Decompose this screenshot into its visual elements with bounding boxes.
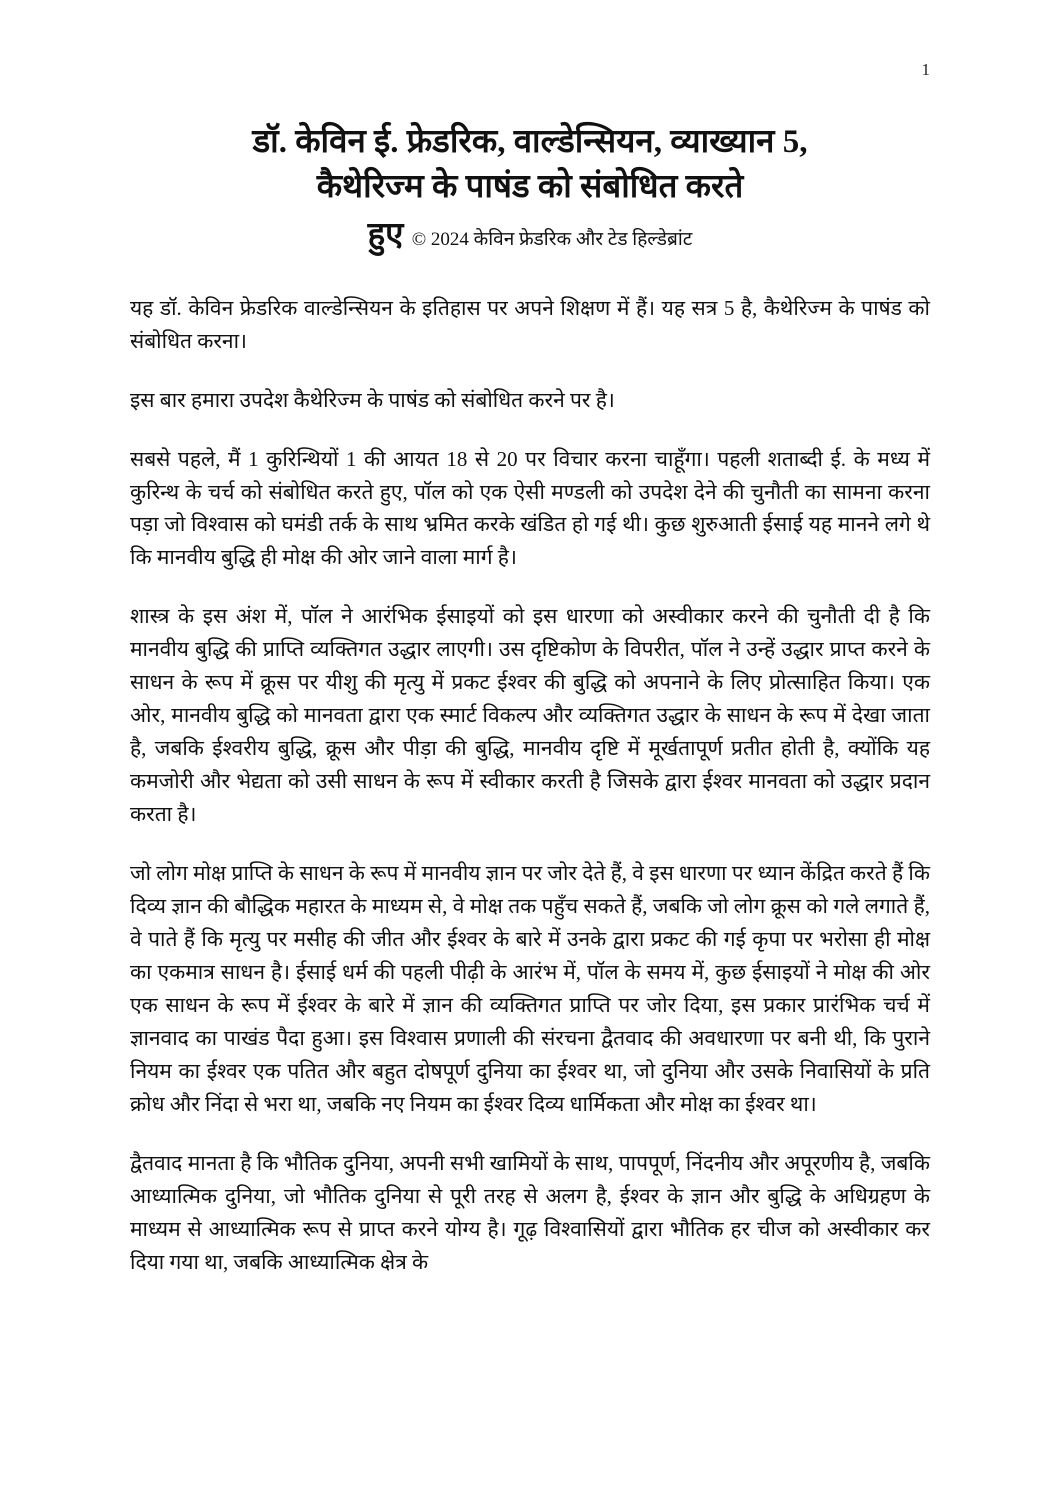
paragraph-1: यह डॉ. केविन फ्रेडरिक वाल्डेन्सियन के इतिहास पर अपने शिक्षण में हैं। यह सत्र 5 है, कैथेरिज्म के पाषंड को संबोधित करना। — [130, 295, 930, 353]
paragraph-4: शास्त्र के इस अंश में, पॉल ने आरंभिक ईसाइयों को इस धारणा को अस्वीकार करने की चुनौती दी है कि मानवीय बुद्धि की प्राप्ति व्यक्तिगत उद्धार लाएगी। उस दृष्टिकोण के विपरीत, पॉल ने उन्हें उद्धार प्राप्त करने के साधन के रूप में क्रूस पर यीशु की मृत्यु में प्रकट ईश्वर की बुद्धि को अपनाने के लिए प्रोत्साहित किया। एक ओर, मानवीय बुद्धि को मानवता द्वारा एक स्मार्ट विकल्प और व्यक्तिगत उद्धार के साधन के रूप में देखा जाता है, जबकि ईश्वरीय बुद्धि, क्रूस और पीड़ा की बुद्धि, मानवीय दृष्टि में मूर्खतापूर्ण प्रतीत होती है, क्योंकि यह कमजोरी और भेद्यता को उसी साधन के रूप में स्वीकार करती है जिसके द्वारा ईश्वर मानवता को उद्धार प्रदान करता है। — [130, 604, 930, 827]
page-number: 1 — [921, 60, 930, 79]
title-line-2: कैथेरिज्म के पाषंड को संबोधित करते — [316, 168, 744, 205]
document-title — [130, 120, 930, 258]
paragraph-2: इस बार हमारा उपदेश कैथेरिज्म के पाषंड को संबोधित करने पर है। — [130, 387, 615, 412]
paragraph-6: द्वैतवाद मानता है कि भौतिक दुनिया, अपनी सभी खामियों के साथ, पापपूर्ण, निंदनीय और अपूरणीय है, जबकि आध्यात्मिक दुनिया, जो भौतिक दुनिया से पूरी तरह से अलग है, ईश्वर के ज्ञान और बुद्धि के अधिग्रहण के माध्यम से आध्यात्मिक रूप से प्राप्त करने योग्य है। गूढ़ विश्वासियों द्वारा भौतिक हर चीज को अस्वीकार कर दिया गया था, जबकि आध्यात्मिक क्षेत्र के — [130, 1150, 930, 1274]
paragraph-5: जो लोग मोक्ष प्राप्ति के साधन के रूप में मानवीय ज्ञान पर जोर देते हैं, वे इस धारणा पर ध्यान केंद्रित करते हैं कि दिव्य ज्ञान की बौद्धिक महारत के माध्यम से, वे मोक्ष तक पहुँच सकते हैं, जबकि जो लोग क्रूस को गले लगाते हैं, वे पाते हैं कि मृत्यु पर मसीह की जीत और ईश्वर के बारे में उनके द्वारा प्रकट की गई कृपा पर भरोसा ही मोक्ष का एकमात्र साधन है। ईसाई धर्म की पहली पीढ़ी के आरंभ में, पॉल के समय में, कुछ ईसाइयों ने मोक्ष की ओर एक साधन के रूप में ईश्वर के बारे में ज्ञान की व्यक्तिगत प्राप्ति पर जोर दिया, इस प्रकार प्रारंभिक चर्च में ज्ञानवाद का पाखंड पैदा हुआ। इस विश्वास प्रणाली की संरचना द्वैतवाद की अवधारणा पर बनी थी, कि पुराने नियम का ईश्वर एक पतित और बहुत दोषपूर्ण दुनिया का ईश्वर था, जो दुनिया और उसके निवासियों के प्रति क्रोध और निंदा से भरा था, जबकि नए नियम का ईश्वर दिव्य धार्मिकता और मोक्ष का ईश्वर था। — [130, 861, 930, 1116]
copyright-notice: © 2024 केविन फ्रेडरिक और टेड हिल्डेब्रांट — [411, 229, 693, 251]
title-line-3-word: हुए — [367, 217, 404, 254]
page-content — [130, 120, 930, 1305]
title-line-1: डॉ. केविन ई. फ्रेडरिक, वाल्डेन्सियन, व्याख्यान 5, — [252, 124, 808, 160]
document-body — [130, 292, 930, 1279]
paragraph-3: सबसे पहले, मैं 1 कुरिन्थियों 1 की आयत 18 से 20 पर विचार करना चाहूँगा। पहली शताब्दी ई. के मध्य में कुरिन्थ के चर्च को संबोधित करते हुए, पॉल को एक ऐसी मण्डली को उपदेश देने की चुनौती का सामना करना पड़ा जो विश्वास को घमंडी तर्क के साथ भ्रमित करके खंडित हो गई थी। कुछ शुरुआती ईसाई यह मानने लगे थे कि मानवीय बुद्धि ही मोक्ष की ओर जाने वाला मार्ग है। — [130, 446, 930, 570]
title-line-3 — [130, 213, 930, 258]
